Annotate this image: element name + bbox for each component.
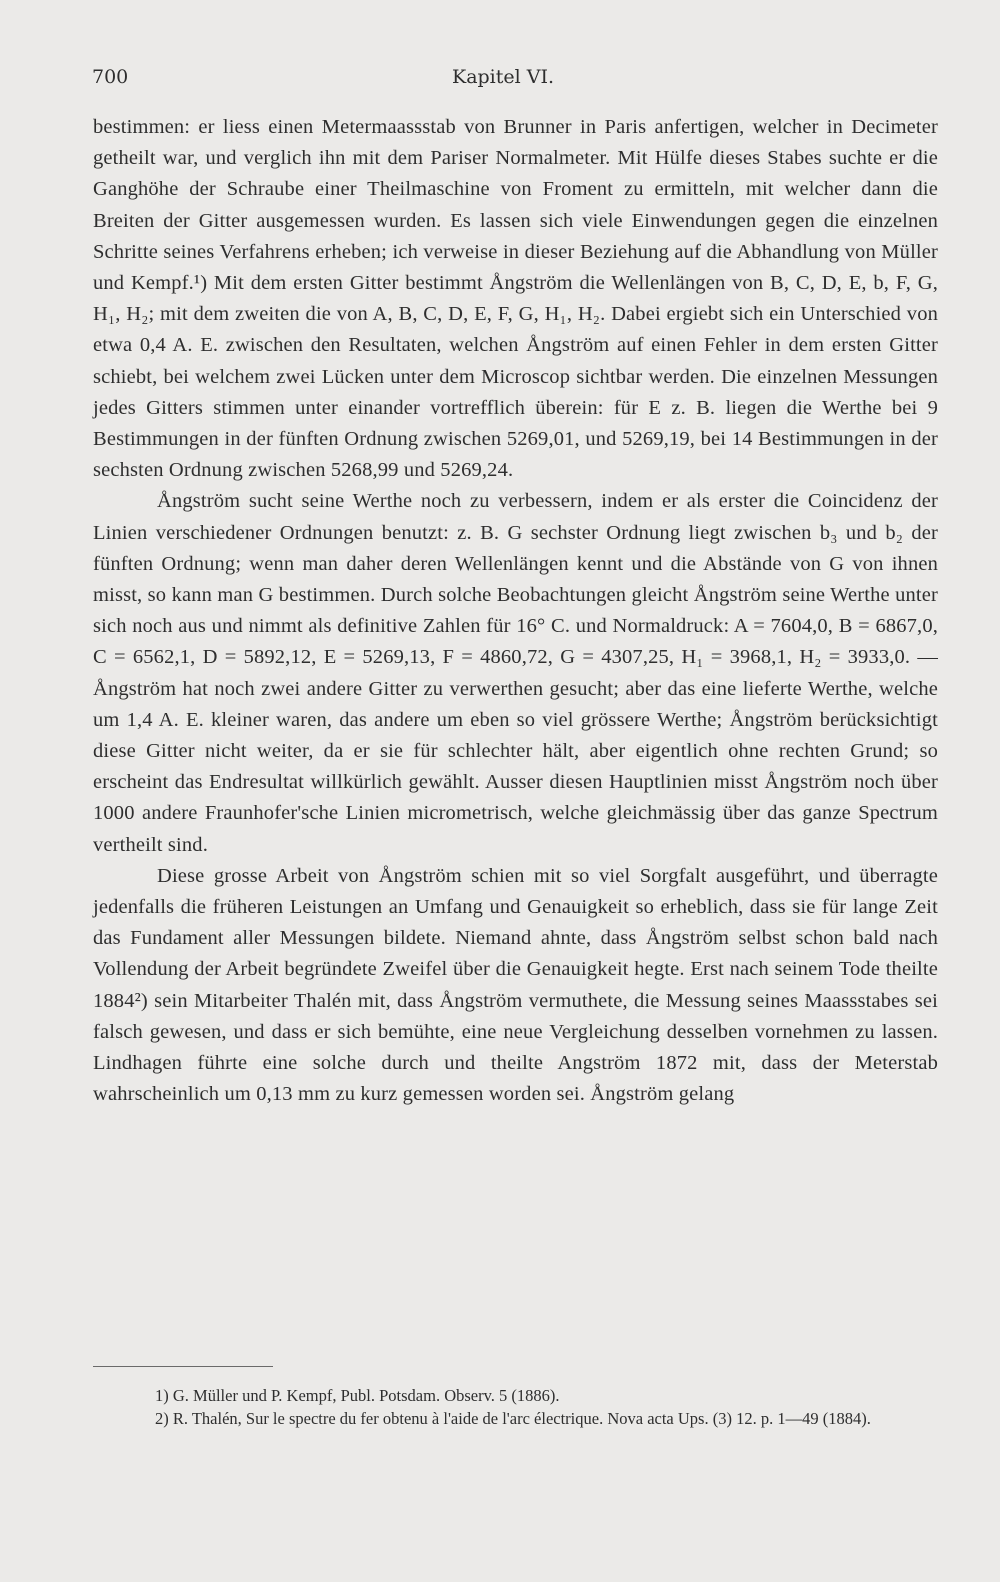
body-text <box>93 112 938 1111</box>
footnote-1: 1) G. Müller und P. Kempf, Publ. Potsdam. Observ. 5 (1886). <box>155 1386 560 1405</box>
footnote-2: 2) R. Thalén, Sur le spectre du fer obtenu à l'aide de l'arc électrique. Nova acta Ups. (3) 12. p. 1—49 (1884). <box>155 1409 871 1428</box>
paragraph-3: Diese grosse Arbeit von Ångström schien mit so viel Sorgfalt ausgeführt, und überragte jedenfalls die früheren Leistungen an Umfang und Genauigkeit so erheblich, dass sie für lange Zeit das Fundament aller Messungen bildete. Niemand ahnte, dass Ångström selbst schon bald nach Vollendung der Arbeit begründete Zweifel über die Genauigkeit hegte. Erst nach seinem Tode theilte 1884²) sein Mitarbeiter Thalén mit, dass Ångström vermuthete, die Messung seines Maassstabes sei falsch gewesen, und dass er sich bemühte, eine neue Vergleichung desselben vornehmen zu lassen. Lindhagen führte eine solche durch und theilte Angström 1872 mit, dass der Meterstab wahrscheinlich um 0,13 mm zu kurz gemessen worden sei. Ångström gelang <box>93 864 938 1106</box>
page-header <box>92 66 940 96</box>
footnote-rule <box>93 1366 273 1367</box>
paragraph-2: Ångström sucht seine Werthe noch zu verbessern, indem er als erster die Coincidenz der Linien verschiedener Ordnungen benutzt: z. B. G sechster Ordnung liegt zwischen b₃ und b₂ der fünften Ordnung; wenn man daher deren Wellenlängen kennt und die Abstände von G von ihnen misst, so kann man G bestimmen. Durch solche Beobachtungen gleicht Ångström seine Werthe unter sich noch aus und nimmt als definitive Zahlen für 16° C. und Normaldruck: A = 7604,0, B = 6867,0, C = 6562,1, D = 5892,12, E = 5269,13, F = 4860,72, G = 4307,25, H₁ = 3968,1, H₂ = 3933,0. — Ångström hat noch zwei andere Gitter zu verwerthen gesucht; aber das eine lieferte Werthe, welche um 1,4 A. E. kleiner waren, das andere um eben so viel grössere Werthe; Ångström berücksichtigt diese Gitter nicht weiter, da er sie für schlechter hält, aber eigentlich ohne rechten Grund; so erscheint das Endresultat willkürlich gewählt. Ausser diesen Hauptlinien misst Ångström noch über 1000 andere Fraunhofer'sche Linien micrometrisch, welche gleichmässig über das ganze Spectrum vertheilt sind. <box>93 490 938 856</box>
paragraph-1: bestimmen: er liess einen Metermaassstab von Brunner in Paris anfertigen, welcher in Decimeter getheilt war, und verglich ihn mit dem Pariser Normalmeter. Mit Hülfe dieses Stabes suchte er die Ganghöhe der Schraube einer Theilmaschine von Froment zu ermitteln, mit welcher dann die Breiten der Gitter ausgemessen wurden. Es lassen sich viele Einwendungen gegen die einzelnen Schritte seines Verfahrens erheben; ich verweise in dieser Beziehung auf die Abhandlung von Müller und Kempf.¹) Mit dem ersten Gitter bestimmt Ångström die Wellenlängen von B, C, D, E, b, F, G, H₁, H₂; mit dem zweiten die von A, B, C, D, E, F, G, H₁, H₂. Dabei ergiebt sich ein Unterschied von etwa 0,4 A. E. zwischen den Resultaten, welchen Ångström auf einen Fehler in dem ersten Gitter schiebt, bei welchem zwei Lücken unter dem Microscop sichtbar werden. Die einzelnen Messungen jedes Gitters stimmen unter einander vortrefflich überein: für E z. B. liegen die Werthe bei 9 Bestimmungen in der fünften Ordnung zwischen 5269,01, und 5269,19, bei 14 Bestimmungen in der sechsten Ordnung zwischen 5268,99 und 5269,24. <box>93 116 938 482</box>
running-title: Kapitel VI. <box>452 66 555 88</box>
page-number: 700 <box>92 66 129 88</box>
footnotes <box>93 1384 938 1430</box>
